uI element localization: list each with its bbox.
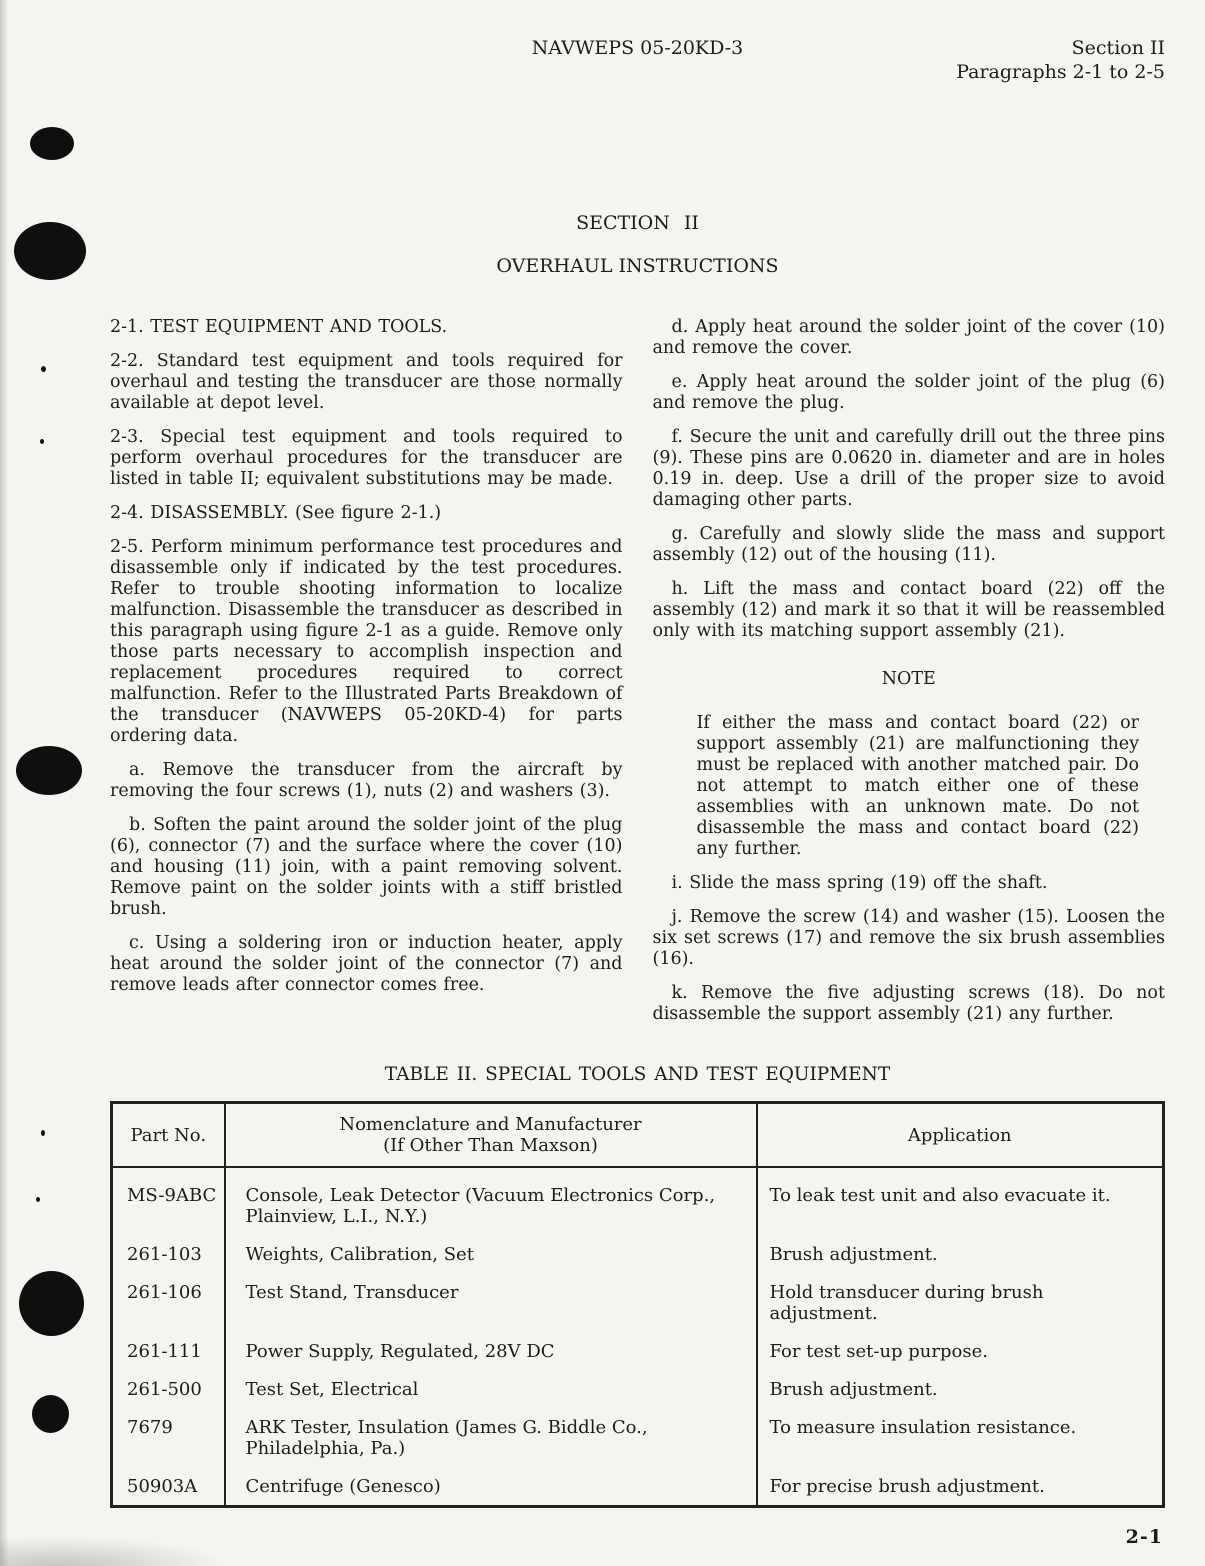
- table-row: [112, 1408, 1164, 1467]
- cell-part-no: 50903A: [127, 1476, 198, 1497]
- table-row: [112, 1273, 1164, 1332]
- cell-nomenclature: ARK Tester, Insulation (James G. Biddle Co., Philadelphia, Pa.): [225, 1408, 757, 1467]
- table-row: [112, 1467, 1164, 1507]
- page-number: 2-1: [1125, 1526, 1163, 1548]
- cell-application: To leak test unit and also evacuate it.: [757, 1167, 1164, 1235]
- cell-application: For precise brush adjustment.: [757, 1467, 1164, 1507]
- cell-part-no: 7679: [127, 1417, 173, 1438]
- nomenclature-header-line2: (If Other Than Maxson): [383, 1135, 598, 1156]
- paragraph: k. Remove the five adjusting screws (18). Do not disassemble the support assembly (21) any further.: [652, 983, 1165, 1024]
- table-row: [112, 1235, 1164, 1273]
- cell-part-no: MS-9ABC: [127, 1185, 217, 1206]
- paragraph: a. Remove the transducer from the aircraft by removing the four screws (1), nuts (2) and washers (3).: [110, 760, 623, 801]
- paragraph: j. Remove the screw (14) and washer (15). Loosen the six set screws (17) and remove the six brush assemblies (16).: [652, 907, 1165, 969]
- ink-spot: [32, 1395, 69, 1433]
- paragraph: i. Slide the mass spring (19) off the shaft.: [671, 873, 1048, 893]
- header-reference: [956, 36, 1165, 84]
- cell-nomenclature: Test Set, Electrical: [225, 1370, 757, 1408]
- page-header: [110, 30, 1165, 108]
- paragraph: If either the mass and contact board (22) or support assembly (21) are malfunctioning they must be replaced with another matched pair. Do not attempt to match either one of these assemblies with an unknown mate. Do not disassemble the mass and contact board (22) any further.: [696, 713, 1139, 859]
- cell-part-no: 261-103: [127, 1244, 202, 1265]
- cell-part-no: 261-111: [127, 1341, 202, 1362]
- cell-nomenclature: Centrifuge (Genesco): [225, 1467, 757, 1507]
- ink-spot: [16, 746, 82, 795]
- paragraph: 2-3. Special test equipment and tools required to perform overhaul procedures for the transducer are listed in table II; equivalent substitutions may be made.: [110, 427, 623, 489]
- section-subtitle: OVERHAUL INSTRUCTIONS: [496, 255, 779, 277]
- ink-spot: [30, 127, 74, 160]
- paragraph: d. Apply heat around the solder joint of the cover (10) and remove the cover.: [652, 317, 1165, 358]
- cell-application: To measure insulation resistance.: [757, 1408, 1164, 1467]
- cell-part-no: 261-106: [127, 1282, 202, 1303]
- table-header: [112, 1103, 1164, 1168]
- table-row: [112, 1370, 1164, 1408]
- cell-application: Brush adjustment.: [757, 1370, 1164, 1408]
- column-header-application: Application: [757, 1103, 1164, 1168]
- paragraph: 2-2. Standard test equipment and tools required for overhaul and testing the transducer are those normally available at depot level.: [110, 351, 623, 413]
- column-header-part-no: Part No.: [112, 1103, 225, 1168]
- cell-nomenclature: Console, Leak Detector (Vacuum Electronics Corp., Plainview, L.I., N.Y.): [225, 1167, 757, 1235]
- cell-part-no: 261-500: [127, 1379, 202, 1400]
- ink-speck: [40, 439, 44, 444]
- table-row: [112, 1167, 1164, 1235]
- document-number: NAVWEPS 05-20KD-3: [531, 37, 744, 59]
- cell-nomenclature: Test Stand, Transducer: [225, 1273, 757, 1332]
- paragraph: 2-5. Perform minimum performance test procedures and disassemble only if indicated by the test procedures. Refer to trouble shooting information to localize malfunction. Disassemble the transducer as described in this paragraph using figure 2-1 as a guide. Remove only those parts necessary to accomplish inspection and replacement procedures required to correct malfunction. Refer to the Illustrated Parts Breakdown of the transducer (NAVWEPS 05-20KD-4) for parts ordering data.: [110, 537, 623, 746]
- paragraph: e. Apply heat around the solder joint of the plug (6) and remove the plug.: [652, 372, 1165, 413]
- cell-application: Hold transducer during brush adjustment.: [757, 1273, 1164, 1332]
- paragraphs-reference: Paragraphs 2-1 to 2-5: [956, 61, 1165, 83]
- paragraph: b. Soften the paint around the solder joint of the plug (6), connector (7) and the surface where the cover (10) and housing (11) join, with a paint removing solvent. Remove paint on the solder joints with a stiff bristled brush.: [110, 815, 623, 919]
- paragraph: c. Using a soldering iron or induction heater, apply heat around the solder joint of the connector (7) and remove leads after connector comes free.: [110, 933, 623, 995]
- right-column: [653, 317, 1166, 1038]
- table-title: TABLE II. SPECIAL TOOLS AND TEST EQUIPMENT: [384, 1064, 891, 1085]
- table-body: [112, 1167, 1164, 1507]
- section-title: SECTION II: [576, 212, 699, 234]
- ink-spot: [19, 1271, 84, 1336]
- paragraph: NOTE: [881, 669, 936, 689]
- ink-speck: [36, 1197, 40, 1202]
- special-tools-table: [110, 1101, 1165, 1508]
- paragraph: h. Lift the mass and contact board (22) off the assembly (12) and mark it so that it will be reassembled only with its matching support assembly (21).: [652, 579, 1165, 641]
- section-headings: [110, 212, 1165, 277]
- nomenclature-header-line1: Nomenclature and Manufacturer: [339, 1114, 642, 1135]
- body-columns: [110, 317, 1165, 1038]
- column-header-nomenclature: [225, 1103, 757, 1168]
- paragraph: f. Secure the unit and carefully drill out the three pins (9). These pins are 0.0620 in. diameter and are in holes 0.19 in. deep. Use a drill of the proper size to avoid damaging other parts.: [652, 427, 1165, 510]
- cell-application: For test set-up purpose.: [757, 1332, 1164, 1370]
- paragraph: 2-1. TEST EQUIPMENT AND TOOLS.: [110, 317, 448, 337]
- cell-nomenclature: Weights, Calibration, Set: [225, 1235, 757, 1273]
- ink-speck: [41, 366, 46, 372]
- scan-corner-smudge: [0, 1536, 230, 1566]
- ink-speck: [41, 1130, 45, 1136]
- paragraph: 2-4. DISASSEMBLY. (See figure 2-1.): [110, 503, 442, 523]
- ink-spot: [14, 222, 86, 280]
- cell-nomenclature: Power Supply, Regulated, 28V DC: [225, 1332, 757, 1370]
- paragraph: g. Carefully and slowly slide the mass and support assembly (12) out of the housing (11).: [652, 524, 1165, 565]
- table-row: [112, 1332, 1164, 1370]
- section-reference: Section II: [1071, 37, 1165, 59]
- cell-application: Brush adjustment.: [757, 1235, 1164, 1273]
- left-column: [110, 317, 623, 1038]
